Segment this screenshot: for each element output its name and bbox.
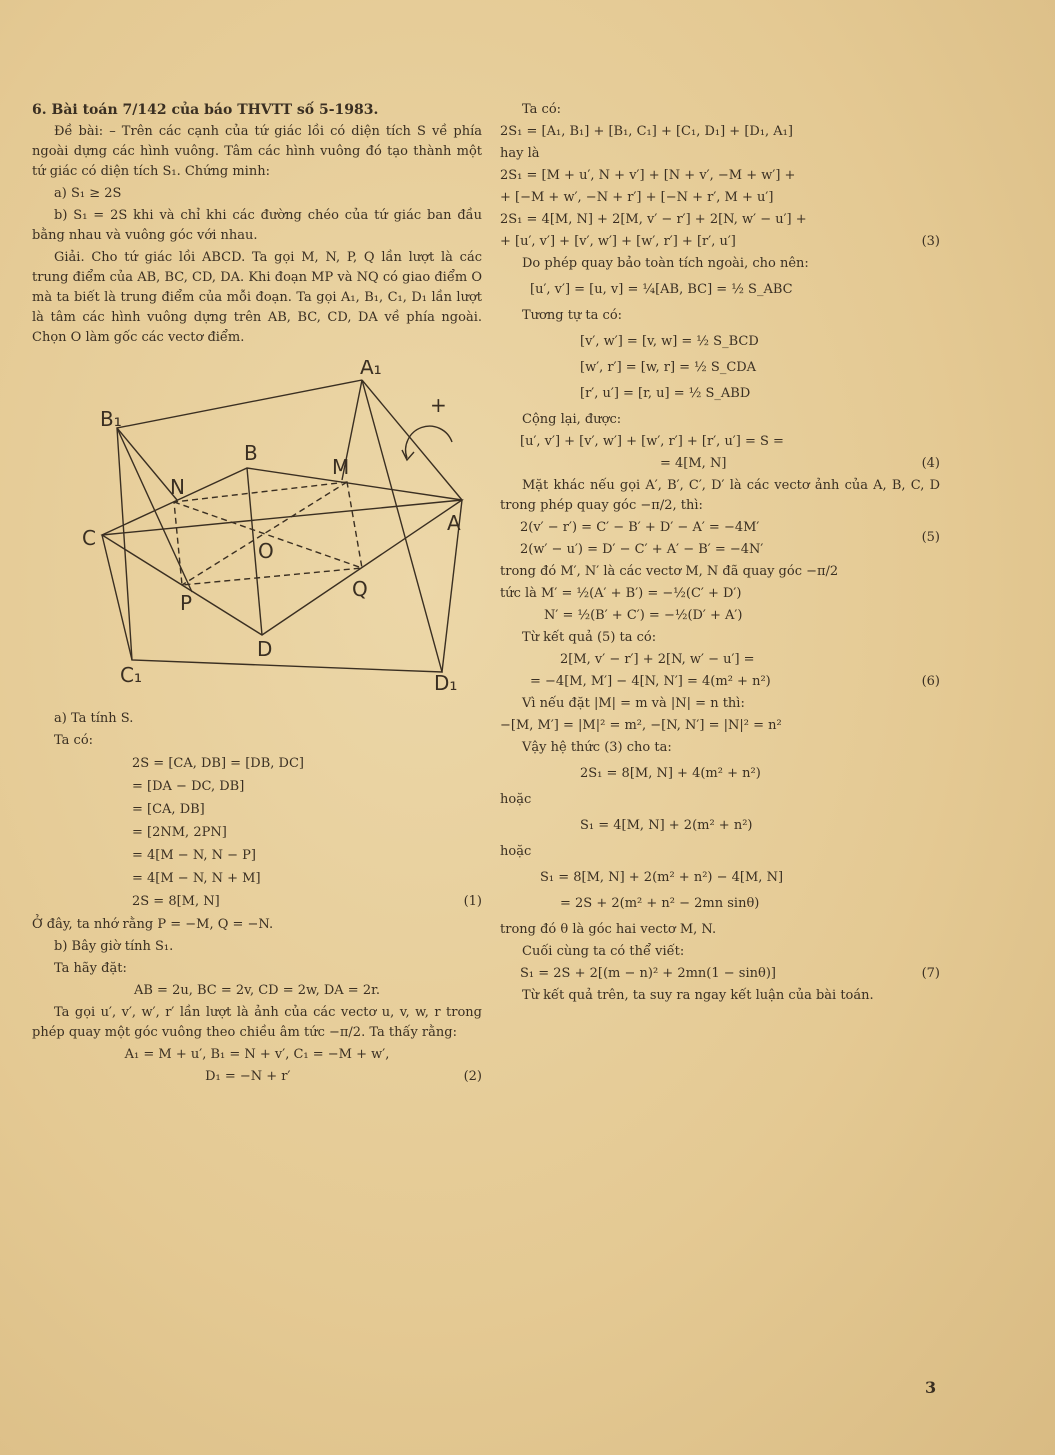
problem-title: 6. Bài toán 7/142 của báo THVTT số 5-1983. <box>32 102 379 118</box>
part-a-calc: a) Ta tính S. <box>54 711 134 726</box>
left-column <box>32 100 482 1089</box>
part-b-statement: b) S₁ = 2S khi và chỉ khi các đường chéo của tứ giác ban đầu bằng nhau và vuông góc với nhau. <box>32 208 482 243</box>
label-d1: D₁ <box>434 671 458 690</box>
cuoi-cung: Cuối cùng ta có thể viết: <box>522 944 685 959</box>
label-c1: C₁ <box>120 663 142 687</box>
hoac-1: hoặc <box>500 792 532 807</box>
eq-number-1: (1) <box>463 894 482 909</box>
problem-statement: Đề bài: – Trên các cạnh của tứ giác lồi có diện tích S về phía ngoài dựng các hình vuông. Tâm các hình vuông đó tạo thành một tứ giác có diện tích S₁. Chứng minh: <box>32 124 482 179</box>
tuc-line1: tức là M′ = ½(A′ + B′) = −½(C′ + D′) <box>500 586 742 601</box>
vay: Vậy hệ thức (3) cho ta: <box>522 740 672 755</box>
calc-line: = [2NM, 2PN] <box>132 825 227 840</box>
rotation-note: Ta gọi u′, v′, w′, r′ lần lượt là ảnh của các vectơ u, v, w, r trong phép quay một góc vuông theo chiều âm tức −π/2. Ta thấy rằng: <box>32 1005 482 1040</box>
calc-line: = 4[M − N, N + M] <box>132 871 261 886</box>
outer-quad <box>117 380 442 672</box>
calc-line: 2S = [CA, DB] = [DB, DC] <box>132 756 304 771</box>
cong-lai: Cộng lại, được: <box>522 412 622 427</box>
label-d: D <box>257 637 273 661</box>
label-a: A <box>447 511 461 535</box>
page-number: 3 <box>925 1378 937 1397</box>
label-plus: + <box>430 393 447 417</box>
line-a1-a <box>362 380 462 500</box>
part-a-statement: a) S₁ ≥ 2S <box>54 186 122 201</box>
vi-neu: Vì nếu đặt |M| = m và |N| = n thì: <box>522 696 745 711</box>
eq-cda: [w′, r′] = [w, r] = ½ S_CDA <box>580 360 757 375</box>
eq3-line3: + [−M + w′, −N + r′] + [−N + r′, M + u′] <box>500 190 774 205</box>
eq7-line: S₁ = 2S + 2[(m − n)² + 2mn(1 − sinθ)] (7) <box>500 964 940 984</box>
eq2-line2: D₁ = −N + r′ (2) <box>32 1067 482 1087</box>
quad-abcd <box>102 468 462 635</box>
conclusion: Từ kết quả trên, ta suy ra ngay kết luận của bài toán. <box>522 988 874 1003</box>
hay-la: hay là <box>500 146 540 161</box>
eq6-line1: 2[M, v′ − r′] + 2[N, w′ − u′] = <box>560 652 755 667</box>
eq5-line2: 2(w′ − u′) = D′ − C′ + A′ − B′ = −4N′ <box>520 542 764 557</box>
eq-number-3: (3) <box>921 234 940 249</box>
hoac-2: hoặc <box>500 844 532 859</box>
set-equation: AB = 2u, BC = 2v, CD = 2w, DA = 2r. <box>133 983 381 998</box>
calc-line: = [DA − DC, DB] <box>132 779 245 794</box>
eq-number-6: (6) <box>921 674 940 689</box>
eq-number-5: (5) <box>921 530 940 545</box>
result-2: S₁ = 4[M, N] + 2(m² + n²) <box>580 818 753 833</box>
solution-intro: Giải. Cho tứ giác lồi ABCD. Ta gọi M, N, P, Q lần lượt là các trung điểm của AB, BC, CD, DA. Khi đoạn MP và NQ có giao điểm O mà ta biết là trung điểm của mỗi đoạn. Ta gọi A₁, B₁, C₁, D₁ lần lượt là tâm các hình vuông dựng trên AB, BC, CD, DA về phía ngoài. Chọn O làm gốc các vectơ điểm. <box>32 250 482 345</box>
trong-do-2: trong đó θ là góc hai vectơ M, N. <box>500 922 717 937</box>
here-note: Ở đây, ta nhớ rằng P = −M, Q = −N. <box>32 917 274 932</box>
calc-line: = 4[M − N, N − P] <box>132 848 256 863</box>
calc-line-final: 2S = 8[M, N] (1) <box>132 892 482 912</box>
eq3-line2: 2S₁ = [M + u′, N + v′] + [N + v′, −M + w′] + <box>500 168 796 183</box>
eq4-line2: = 4[M, N] (4) <box>500 454 940 474</box>
geometry-figure <box>62 360 482 690</box>
right-column <box>500 100 940 1008</box>
diag-ac <box>102 500 462 535</box>
result-1: 2S₁ = 8[M, N] + 4(m² + n²) <box>580 766 761 781</box>
label-m: M <box>332 455 350 479</box>
rotation-arrowhead <box>402 450 414 460</box>
eq-abc: [u′, v′] = [u, v] = ¼[AB, BC] = ½ S_ABC <box>530 282 793 297</box>
calc-block <box>32 754 482 912</box>
eq-abd: [r′, u′] = [r, u] = ½ S_ABD <box>580 386 751 401</box>
label-o: O <box>258 539 274 563</box>
label-p: P <box>180 591 193 615</box>
ta-co-right: Ta có: <box>522 102 562 117</box>
label-a1: A₁ <box>360 360 382 379</box>
eq-number-4: (4) <box>921 456 940 471</box>
label-q: Q <box>352 577 368 601</box>
eq-bcd: [v′, w′] = [v, w] = ½ S_BCD <box>580 334 759 349</box>
label-b: B <box>244 441 258 465</box>
eq3-line1: 2S₁ = [A₁, B₁] + [B₁, C₁] + [C₁, D₁] + [D₁, A₁] <box>500 124 793 139</box>
calc-line: = [CA, DB] <box>132 802 205 817</box>
eq3-line4: 2S₁ = 4[M, N] + 2[M, v′ − r′] + 2[N, w′ − u′] + <box>500 212 807 227</box>
eq5-block <box>500 518 940 560</box>
eq-number-2: (2) <box>463 1069 482 1084</box>
result-3a: S₁ = 8[M, N] + 2(m² + n²) − 4[M, N] <box>540 870 784 885</box>
tuc-line2: N′ = ½(B′ + C′) = −½(D′ + A′) <box>544 608 743 623</box>
eq-number-7: (7) <box>921 966 940 981</box>
label-b1: B₁ <box>100 407 122 431</box>
magnitude-eq: −[M, M′] = |M|² = m², −[N, N′] = |N|² = n² <box>500 718 782 733</box>
trong-do: trong đó M′, N′ là các vectơ M, N đã quay góc −π/2 <box>500 564 839 579</box>
eq5-line1: 2(v′ − r′) = C′ − B′ + D′ − A′ = −4M′ <box>520 520 760 535</box>
set-note: Ta hãy đặt: <box>54 961 127 976</box>
eq3-line5: + [u′, v′] + [v′, w′] + [w′, r′] + [r′, u′] (3) <box>500 232 940 252</box>
rotation-preserve-note: Do phép quay bảo toàn tích ngoài, cho nên: <box>522 256 809 271</box>
result-3b: = 2S + 2(m² + n² − 2mn sinθ) <box>560 896 760 911</box>
line-n-b1 <box>117 428 177 500</box>
vector-image-note: Mặt khác nếu gọi A′, B′, C′, D′ là các vectơ ảnh của A, B, C, D trong phép quay góc −π/2, thì: <box>500 478 940 513</box>
ta-co-left: Ta có: <box>54 733 94 748</box>
eq2-line1: A₁ = M + u′, B₁ = N + v′, C₁ = −M + w′, <box>124 1047 390 1062</box>
eq6-line2: = −4[M, M′] − 4[N, N′] = 4(m² + n²) (6) <box>500 672 940 692</box>
label-n: N <box>170 475 185 499</box>
tuong-tu: Tương tự ta có: <box>522 308 623 323</box>
eq4-line1: [u′, v′] + [v′, w′] + [w′, r′] + [r′, u′] = S = <box>520 434 784 449</box>
part-b-calc: b) Bây giờ tính S₁. <box>54 939 174 954</box>
label-c: C <box>82 526 96 550</box>
quad-mnpq <box>174 482 362 585</box>
tu-ket-qua: Từ kết quả (5) ta có: <box>522 630 657 645</box>
